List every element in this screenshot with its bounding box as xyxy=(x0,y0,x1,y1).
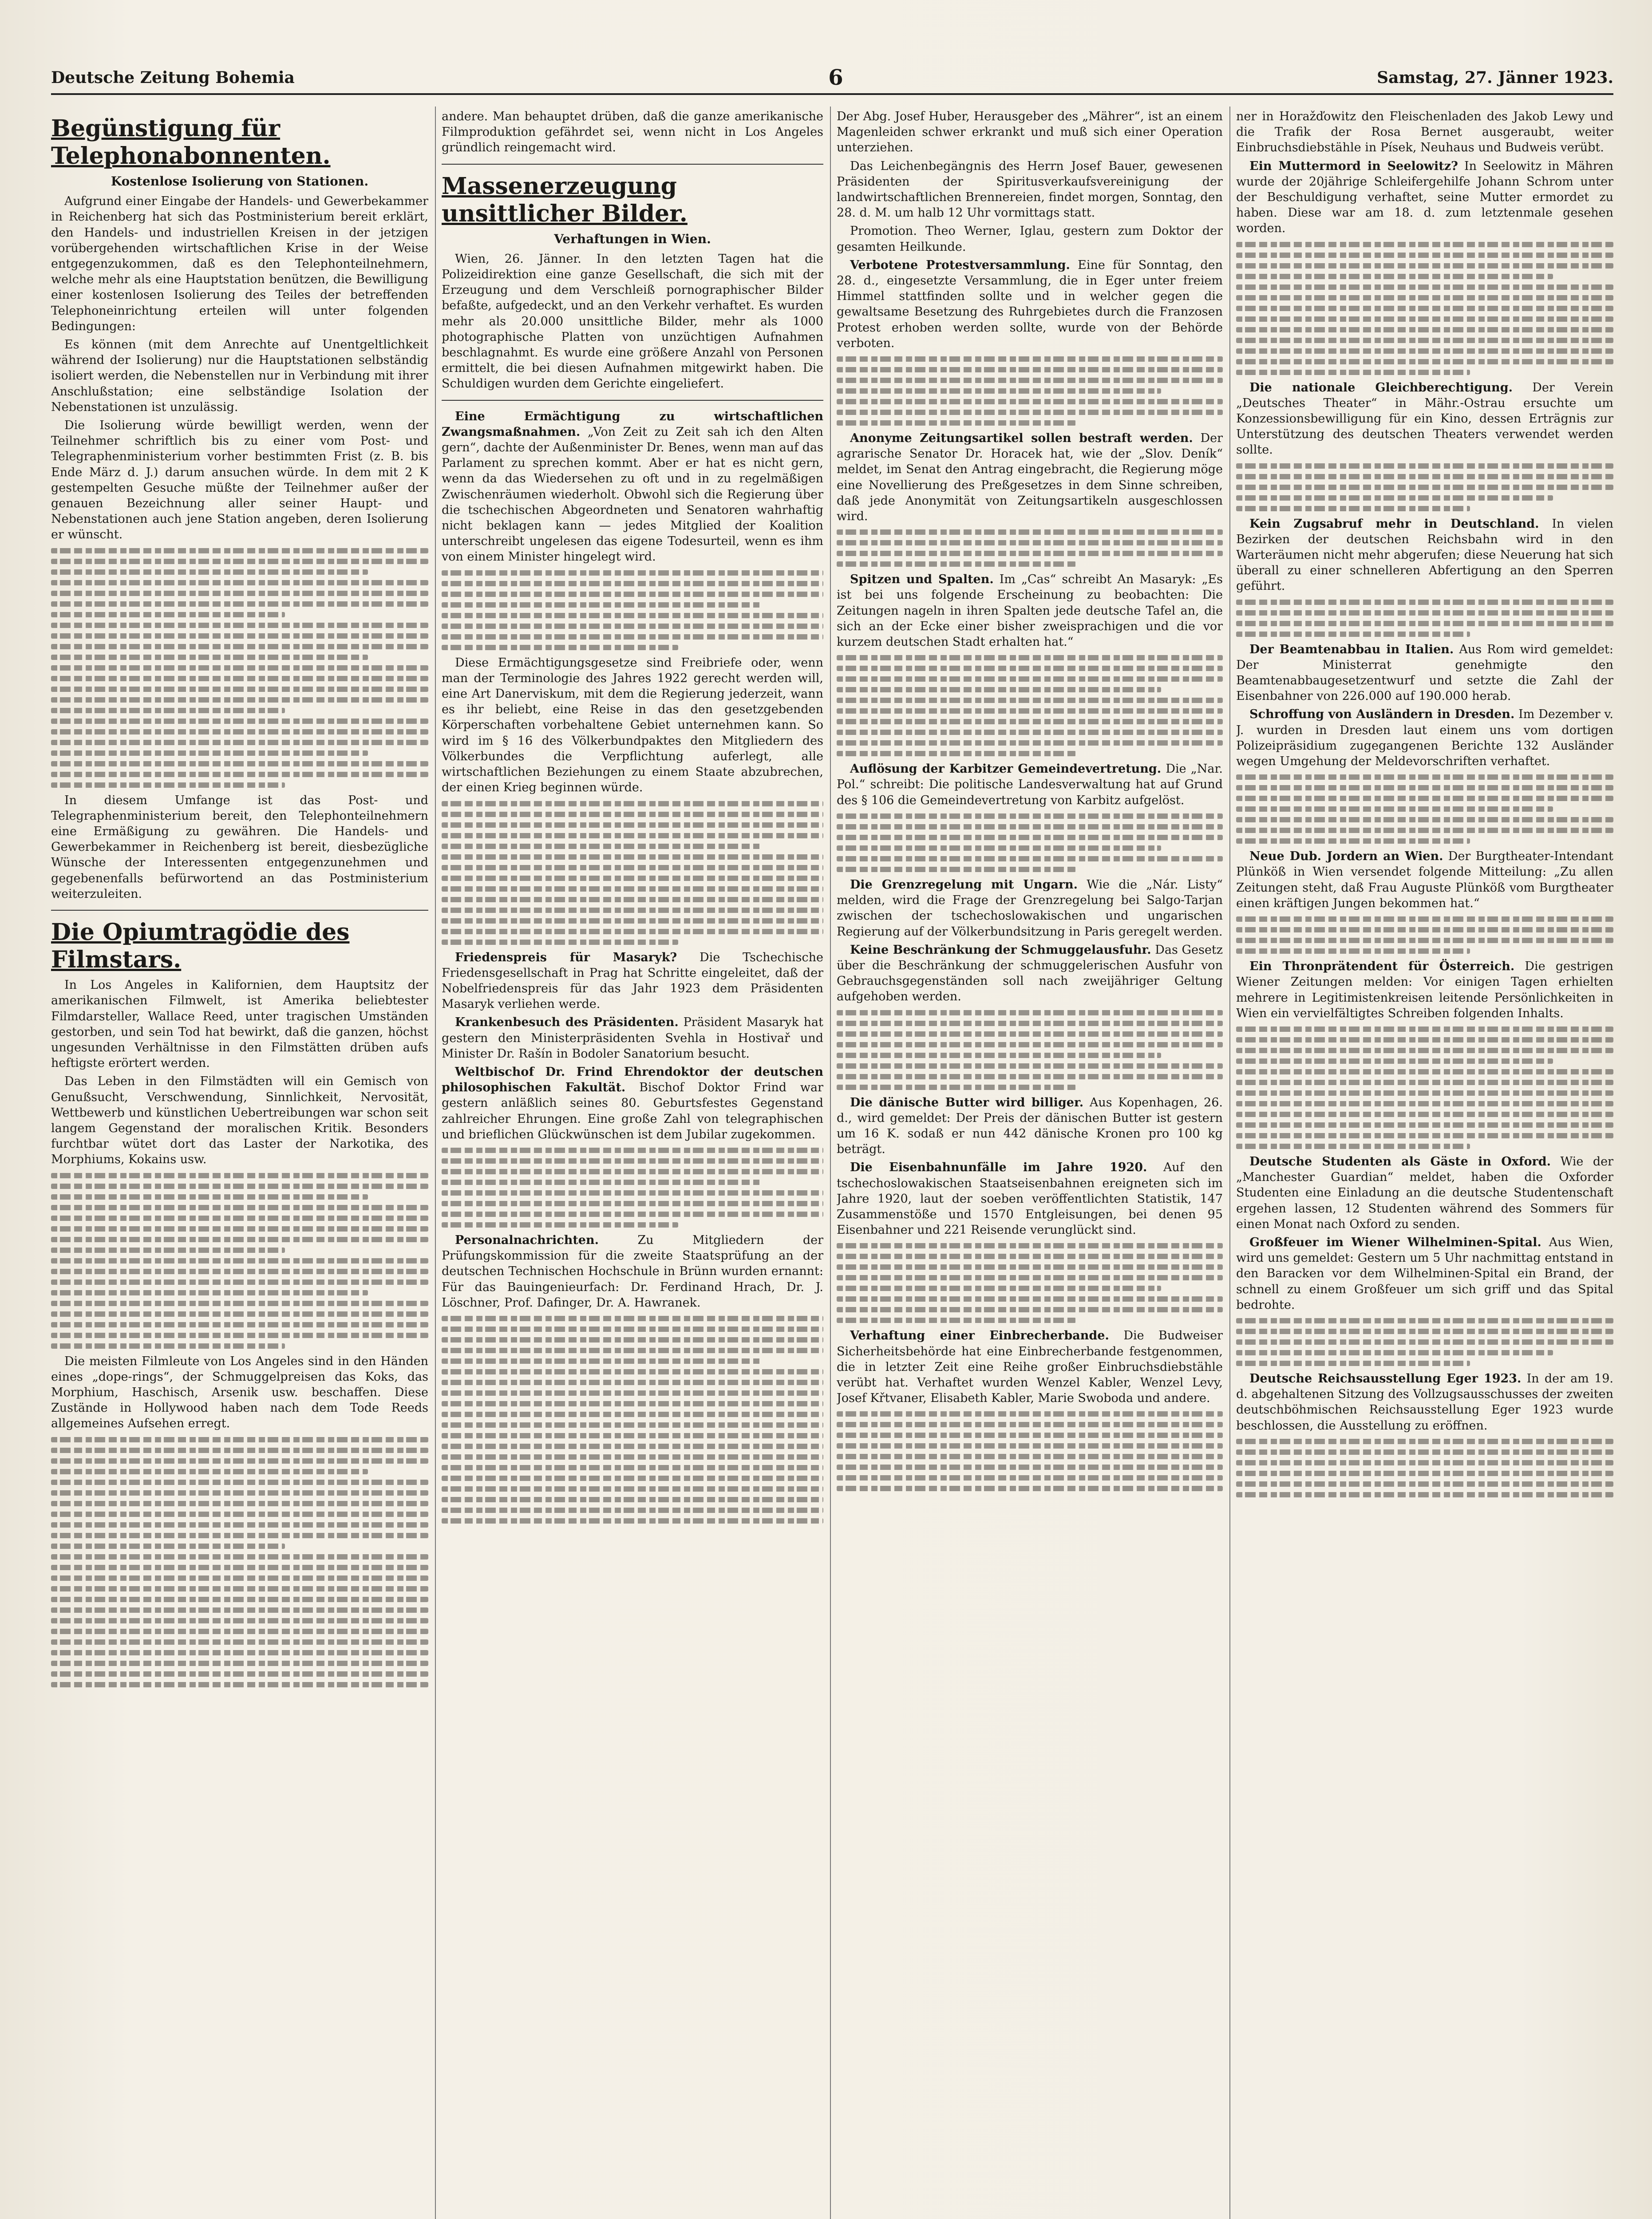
paragraph: Aus Kopenhagen, 26. d., wird gemeldet: Der Preis der dänischen Butter ist gestern um 16 K. sodaß er nun 442 dänische Kronen pro 100 kg beträgt. xyxy=(837,1095,1223,1157)
page-header xyxy=(51,62,1613,95)
illegible-text-block xyxy=(1236,774,1613,844)
paragraph: Aus Wien, wird uns gemeldet: Gestern um 5 Uhr nachmittag entstand in den Baracken vor dem Wilhelminen-Spital ein Brand, der schnell zu einem Großfeuer um sich griff und das Spital bedrohte. xyxy=(1236,1235,1613,1312)
column-divider xyxy=(1229,107,1230,2219)
newspaper-title: Deutsche Zeitung Bohemia xyxy=(51,68,295,87)
article-divider xyxy=(442,164,823,165)
article-heading: Spitzen und Spalten. xyxy=(850,573,994,587)
article-heading: Die nationale Gleichberechtigung. xyxy=(1249,380,1513,395)
paragraph: ner in Horažďowitz den Fleischenladen des Jakob Lewy und die Trafik der Rosa Bernet ausgeraubt, weiter Einbruchsdiebstähle in Písek, Neuhaus und Budweis verübt. xyxy=(1236,110,1613,155)
issue-date: Samstag, 27. Jänner 1923. xyxy=(1377,68,1613,87)
article-heading: Verhaftung einer Einbrecherbande. xyxy=(850,1329,1109,1343)
illegible-text-block xyxy=(51,1437,428,1687)
article-heading: Krankenbesuch des Präsidenten. xyxy=(455,1015,679,1030)
column-1 xyxy=(51,109,428,2219)
illegible-text-block xyxy=(837,356,1223,426)
paragraph: In Los Angeles in Kalifornien, dem Hauptsitz der amerikanischen Filmwelt, ist Amerika beliebtester Filmdarsteller, Wallace Reed, unter tragischen Umständen gestorben, und sein Tod hat bewirkt, daß die ganzen, höchst ungesunden Verhältnisse in den Filmstätten drüben aufs heftigste erörtert werden. xyxy=(51,978,428,1070)
paragraph: Die „Nar. Pol.“ schreibt: Die politische Landesverwaltung hat auf Grund des § 106 die Gemeindevertretung von Karbitz aufgelöst. xyxy=(837,762,1223,807)
article-subtitle: Kostenlose Isolierung von Stationen. xyxy=(111,174,369,189)
article-heading: Ein Muttermord in Seelowitz? xyxy=(1249,159,1458,173)
paragraph: Der agrarische Senator Dr. Horacek hat, wie der „Slov. Deník“ meldet, im Senat den Antrag eingebracht, die Regierung möge eine Novellierung des Preßgesetzes in dem Sinne schreiben, daß jede Anonymität von Zeitungsartikeln ausgeschlossen wird. xyxy=(837,431,1223,524)
paragraph: Wien, 26. Jänner. In den letzten Tagen hat die Polizeidirektion eine ganze Gesellschaft, die sich mit der Erzeugung und dem Verschleiß pornographischer Bilder befaßte, aufgedeckt, und an den Verkehr verhaftet. Es wurden mehr als 20.000 unsittliche Bilder, mehr als 1000 photographische Platten von unzüchtigen Aufnahmen beschlagnahmt. Es wurde eine größere Anzahl von Personen ermittelt, die bei diesen Aufnahmen mitgewirkt haben. Die Schuldigen wurden dem Gerichte eingeliefert. xyxy=(442,252,823,391)
article-title: Massenerzeugung unsittlicher Bilder. xyxy=(442,172,688,227)
paragraph: Präsident Masaryk hat gestern den Ministerpräsidenten Svehla in Hostivař und Minister Dr. Rašín in Bodoler Sanatorium besucht. xyxy=(442,1015,823,1061)
illegible-text-block xyxy=(837,1411,1223,1491)
paragraph: Wie der „Manchester Guardian“ meldet, haben die Oxforder Studenten eine Einladung an die deutsche Studentenschaft ergehen lassen, 12 Studenten während des Sommers für einen Monat nach Oxford zu senden. xyxy=(1236,1154,1613,1231)
paragraph: Die Isolierung würde bewilligt werden, wenn der Teilnehmer schriftlich bis zu einer vom Post- und Telegraphenministerium vorher bestimmten Frist (z. B. bis Ende März d. J.) darum ansuchen würde. In dem mit 2 K gestempelten Gesuche müßte der Teilnehmer außer der genauen Bezeichnung aller seiner Haupt- und Nebenstationen auch jene Station angeben, deren Isolierung er wünscht. xyxy=(51,419,428,542)
column-divider xyxy=(830,107,831,2219)
illegible-text-block xyxy=(1236,916,1613,954)
illegible-text-block xyxy=(837,813,1223,872)
article-subtitle: Verhaftungen in Wien. xyxy=(554,231,711,246)
paragraph: Das Gesetz über die Beschränkung der schmuggelerischen Ausfuhr von Gebrauchsgegenständen soll nach zweijähriger Geltung aufgehoben werden. xyxy=(837,943,1223,1004)
article-heading: Kein Zugsabruf mehr in Deutschland. xyxy=(1249,517,1539,531)
paragraph: In der am 19. d. abgehaltenen Sitzung des Vollzugsausschusses der zweiten deutschböhmischen Reichsausstellung Eger 1923 wurde beschlossen, die Ausstellung zu eröffnen. xyxy=(1236,1371,1613,1433)
paragraph: Im „Cas“ schreibt An Masaryk: „Es ist bei uns folgende Erscheinung zu beobachten: Die Zeitungen nageln in ihren Spalten jede deutsche Tafel an, die sich an der Ecke einer bisher zweisprachigen und die vor kurzem deutschen Stadt erhalten hat.“ xyxy=(837,573,1223,649)
article-heading: Die dänische Butter wird billiger. xyxy=(850,1095,1084,1110)
illegible-text-block xyxy=(442,801,823,945)
article-heading: Neue Dub. Jordern an Wien. xyxy=(1249,849,1443,864)
illegible-text-block xyxy=(1236,1318,1613,1366)
column-4 xyxy=(1236,109,1613,2219)
article-heading: Friedenspreis für Masaryk? xyxy=(455,950,677,964)
paragraph: Der Burgtheater-Intendant Plünköß in Wien versendet folgende Mitteilung: „Zu allen Zeitungen steht, daß Frau Auguste Plünköß vom Burgtheater einen kräftigen Jungen bekommen hat.“ xyxy=(1236,849,1613,910)
column-2 xyxy=(442,109,823,2219)
article-heading: Weltbischof Dr. Frind Ehrendoktor der deutschen philosophischen Fakultät. xyxy=(442,1065,823,1095)
paragraph: Aufgrund einer Eingabe der Handels- und Gewerbekammer in Reichenberg hat sich das Postministerium bereit erklärt, den Handels- und industriellen Kreisen in der jetzigen vorübergehenden wirtschaftlichen Krise in der Weise entgegenzukommen, daß es den Telephonteilnehmern, welche mehr als eine Hauptstation benützen, die Bewilligung einer kostenlosen Isolierung des Teiles der betreffenden Telephoneinrichtung erteilen will unter folgenden Bedingungen: xyxy=(51,194,428,333)
column-3 xyxy=(837,109,1223,2219)
paragraph: Im Dezember v. J. wurden in Dresden laut einem uns vom dortigen Polizeipräsidium zugegangenen Berichte 132 Ausländer wegen Umgehung der Meldevorschriften verhaftet. xyxy=(1236,707,1613,769)
illegible-text-block xyxy=(1236,242,1613,375)
article-heading: Der Beamtenabbau in Italien. xyxy=(1249,642,1454,656)
paragraph: Eine für Sonntag, den 28. d., eingesetzte Versammlung, die in Eger unter freiem Himmel stattfinden sollte und in welcher gegen die gewaltsame Besetzung des Ruhrgebietes durch die Franzosen Protest erhoben werden sollte, wurde von der Behörde verboten. xyxy=(837,258,1223,350)
paragraph: In diesem Umfange ist das Post- und Telegraphenministerium bereit, den Telephonteilnehmern eine Ermäßigung zu gewähren. Die Handels- und Gewerbekammer in Reichenberg ist bereit, diesbezügliche Wünsche der Interessenten entgegenzunehmen und gegebenenfalls befürwortend an das Postministerium weiterzuleiten. xyxy=(51,793,428,901)
article-heading: Deutsche Studenten als Gäste in Oxford. xyxy=(1249,1154,1551,1169)
paragraph: Diese Ermächtigungsgesetze sind Freibriefe oder, wenn man der Terminologie des Jahres 1922 gerecht werden will, eine Art Danerviskum, mit dem die Regierung jederzeit, wann es ihr beliebt, eine Reise in das den gesetzgebenden Körperschaften vorbehaltene Gebiet unternehmen kann. So wird im § 16 des Völkerbundpaktes den Mitgliedern des Völkerbundes die Verpflichtung auferlegt, alle wirtschaftlichen Beziehungen zu einem Staate abzubrechen, der einen Krieg beginnen würde. xyxy=(442,655,823,795)
paragraph: Das Leichenbegängnis des Herrn Josef Bauer, gewesenen Präsidenten der Spiritusverkaufsvereinigung der landwirtschaftlichen Brennereien, findet morgen, Sonntag, den 28. d. M. um halb 12 Uhr vormittags statt. xyxy=(837,159,1223,220)
paragraph: In vielen Bezirken der deutschen Reichsbahn wird in den Warteräumen nicht mehr abgerufen; diese Neuerung hat sich überall zu einer schnelleren Abfertigung an den Sperren geführt. xyxy=(1236,517,1613,593)
article-heading: Keine Beschränkung der Schmuggelausfuhr. xyxy=(850,943,1151,957)
paragraph: Die meisten Filmleute von Los Angeles sind in den Händen eines „dope-rings“, der Schmuggelpreisen das Koks, das Morphium, Haschisch, Arsenik usw. beschaffen. Diese Zustände in Hollywood haben nach dem Tode Reeds allgemeines Aufsehen erregt. xyxy=(51,1354,428,1431)
illegible-text-block xyxy=(837,655,1223,756)
illegible-text-block xyxy=(51,548,428,788)
article-divider xyxy=(51,910,428,911)
paragraph: Bischof Doktor Frind war gestern anläßlich seines 80. Geburtsfestes Gegenstand zahlreicher Ehrungen. Eine große Zahl von telegraphischen und brieflichen Glückwünschen ist dem Jubilar zugekommen. xyxy=(442,1081,823,1141)
paragraph: Wie die „Nár. Listy“ melden, wird die Frage der Grenzregelung bei Salgo-Tarjan zwischen der tschechoslowakischen und ungarischen Regierung auf der Völkerbundsitzung in Paris geregelt werden. xyxy=(837,877,1223,939)
illegible-text-block xyxy=(51,1173,428,1349)
article-title: Die Opiumtragödie des Filmstars. xyxy=(51,919,350,974)
article-title: Begünstigung für Telephonabonnenten. xyxy=(51,115,331,170)
illegible-text-block xyxy=(1236,1439,1613,1497)
illegible-text-block xyxy=(442,1316,823,1524)
paragraph: Es können (mit dem Anrechte auf Unentgeltlichkeit während der Isolierung) nur die Hauptstationen selbständig isoliert werden, die Nebenstellen nur in Verbindung mit ihrer Anschlußstation; eine selbständige Isolation der Nebenstationen ist unzulässig. xyxy=(51,338,428,414)
article-heading: Eine Ermächtigung zu wirtschaftlichen Zwangsmaßnahmen. xyxy=(442,409,823,439)
paragraph: Der Abg. Josef Huber, Herausgeber des „Mährer“, ist an einem Magenleiden schwer erkrankt und muß sich einer Operation unterziehen. xyxy=(837,110,1223,155)
illegible-text-block xyxy=(1236,1027,1613,1149)
article-heading: Großfeuer im Wiener Wilhelminen-Spital. xyxy=(1249,1235,1541,1249)
illegible-text-block xyxy=(837,1010,1223,1090)
page-number: 6 xyxy=(828,65,843,90)
article-heading: Die Grenzregelung mit Ungarn. xyxy=(850,877,1078,892)
article-heading: Ein Thronprätendent für Österreich. xyxy=(1249,959,1515,974)
column-divider xyxy=(435,107,436,2219)
illegible-text-block xyxy=(442,1148,823,1228)
paragraph: „Von Zeit zu Zeit sah ich den Alten gern“, dachte der Außenminister Dr. Benes, wenn man auf das Parlament zu sprechen kommt. Aber er hat es nicht gern, wenn da das Wiedersehen zu oft und in zu regelmäßigen Zwischenräumen wiederholt. Obwohl sich die Regierung über die tschechischen Abgeordneten und Senatoren wahrhaftig nicht beklagen kann — jedes Mitglied der Koalition unterschreibt ungelesen das eigene Todesurteil, wenn es ihm von einem Minister hingelegt wird. xyxy=(442,425,823,564)
paragraph: Auf den tschechoslowakischen Staatseisenbahnen ereigneten sich im Jahre 1920, laut der soeben veröffentlichten Statistik, 147 Zusammenstöße und 1570 Entgleisungen, bei denen 95 Eisenbahner und 221 Reisende verunglückt sind. xyxy=(837,1161,1223,1237)
paragraph: Das Leben in den Filmstädten will ein Gemisch von Genußsucht, Verschwendung, Sinnlichkeit, Nervosität, Wettbewerb und künstlichen Uebertreibungen war schon seit langem Gegenstand der moralischen Kritik. Besonders furchtbar wütet dort das Laster der Narkotika, des Morphiums, Kokains usw. xyxy=(51,1074,428,1167)
article-heading: Auflösung der Karbitzer Gemeindevertretung. xyxy=(850,762,1162,776)
article-heading: Deutsche Reichsausstellung Eger 1923. xyxy=(1249,1371,1522,1386)
article-heading: Personalnachrichten. xyxy=(455,1233,599,1247)
paragraph: In Seelowitz in Mähren wurde der 20jährige Schleifergehilfe Johann Schrom unter der Beschuldigung verhaftet, seine Mutter ermordet zu haben. Diese war am 18. d. zum letztenmale gesehen worden. xyxy=(1236,159,1613,236)
paragraph: Die Budweiser Sicherheitsbehörde hat eine Einbrecherbande festgenommen, die in letzter Zeit eine Reihe großer Einbruchsdiebstähle verübt hat. Verhaftet wurden Wenzel Kabler, Wenzel Levy, Josef Křtvaner, Elisabeth Kabler, Marie Swoboda und andere. xyxy=(837,1329,1223,1406)
paragraph: Zu Mitgliedern der Prüfungskommission für die zweite Staatsprüfung an der deutschen Technischen Hochschule in Brünn wurden ernannt: Für das Bauingenieurfach: Dr. Ferdinand Hrach, Dr. J. Löschner, Prof. Dafinger, Dr. A. Hawranek. xyxy=(442,1233,823,1310)
illegible-text-block xyxy=(1236,600,1613,637)
article-heading: Anonyme Zeitungsartikel sollen bestraft werden. xyxy=(850,431,1193,446)
paragraph: Aus Rom wird gemeldet: Der Ministerrat genehmigte den Beamtenabbaugesetzentwurf und setzte die Zahl der Eisenbahner von 226.000 auf 190.000 herab. xyxy=(1236,642,1613,703)
paragraph: Der Verein „Deutsches Theater“ in Mähr.-Ostrau ersuchte um Konzessionsbewilligung für ein Kino, dessen Erträgnis zur Unterstützung des deutschen Theaters verwendet werden sollte. xyxy=(1236,380,1613,457)
illegible-text-block xyxy=(1236,463,1613,511)
article-heading: Die Eisenbahnunfälle im Jahre 1920. xyxy=(850,1161,1147,1175)
paragraph: Die Tschechische Friedensgesellschaft in Prag hat Schritte eingeleitet, daß der Nobelfriedenspreis für das Jahr 1923 dem Präsidenten Masaryk verliehen werde. xyxy=(442,950,823,1011)
article-heading: Verbotene Protestversammlung. xyxy=(850,258,1070,272)
paragraph: Die gestrigen Wiener Zeitungen melden: Vor einigen Tagen erhielten mehrere in Legitimistenkreisen leitende Persönlichkeiten in Wien ein vervielfältigtes Schreiben folgenden Inhalts. xyxy=(1236,959,1613,1020)
paragraph: Promotion. Theo Werner, Iglau, gestern zum Doktor der gesamten Heilkunde. xyxy=(837,224,1223,254)
illegible-text-block xyxy=(837,529,1223,567)
illegible-text-block xyxy=(442,570,823,650)
illegible-text-block xyxy=(837,1243,1223,1323)
article-divider xyxy=(442,400,823,401)
paragraph: andere. Man behauptet drüben, daß die ganze amerikanische Filmproduktion gefährdet sei, wenn nicht in Los Angeles gründlich reingemacht wird. xyxy=(442,110,823,155)
article-heading: Schroffung von Ausländern in Dresden. xyxy=(1249,707,1515,722)
